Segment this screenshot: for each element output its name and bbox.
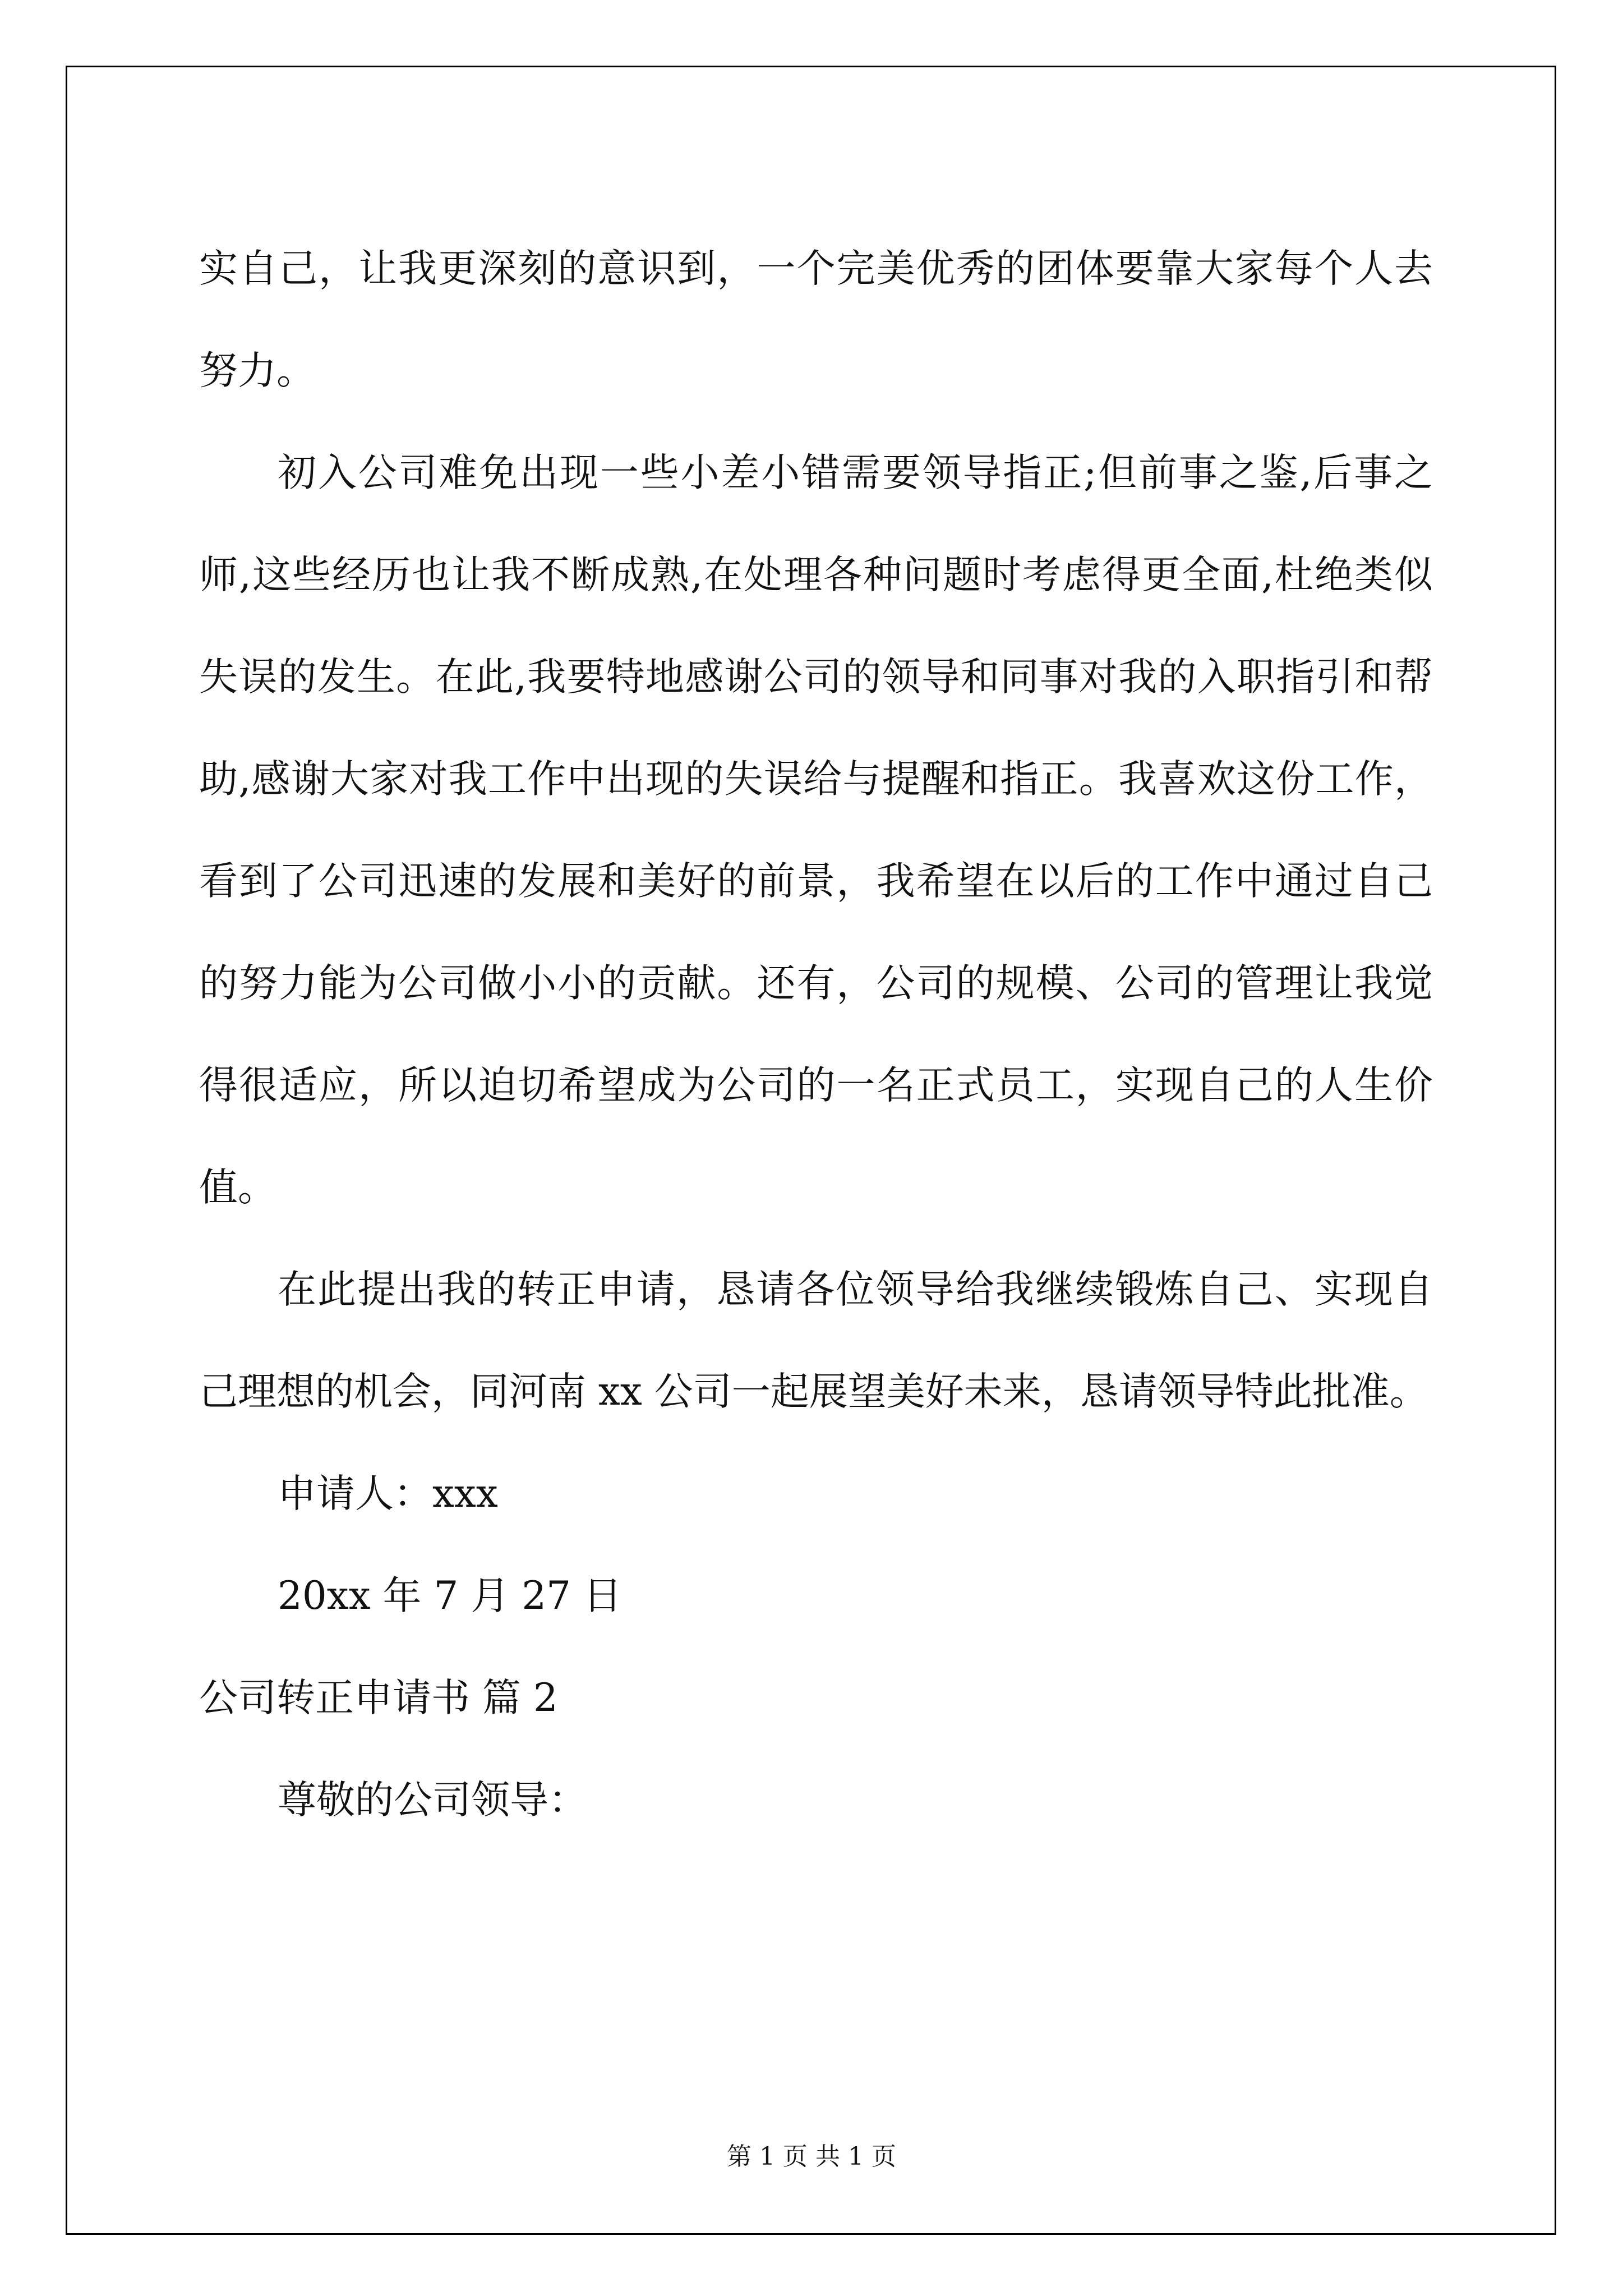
document-body	[199, 218, 1433, 1851]
salutation: 尊敬的公司领导：	[278, 1778, 587, 1823]
applicant-line: 申请人：xxx	[278, 1471, 498, 1516]
section-heading: 公司转正申请书 篇 2	[199, 1676, 558, 1720]
paragraph-request: 在此提出我的转正申请，恳请各位领导给我继续锻炼自己、实现自己理想的机会，同河南 xx 公司一起展望美好未来，恳请领导特此批准。	[199, 1267, 1433, 1414]
page-footer: 第 1 页 共 1 页	[727, 2142, 896, 2171]
paragraph-reflection: 初入公司难免出现一些小差小错需要领导指正;但前事之鉴,后事之师,这些经历也让我不断成熟,在处理各种问题时考虑得更全面,杜绝类似失误的发生。在此,我要特地感谢公司的领导和同事对我的入职指引和帮助,感谢大家对我工作中出现的失误给与提醒和指正。我喜欢这份工作，看到了公司迅速的发展和美好的前景，我希望在以后的工作中通过自己的努力能为公司做小小的贡献。还有，公司的规模、公司的管理让我觉得很适应，所以迫切希望成为公司的一名正式员工，实现自己的人生价值。	[199, 450, 1433, 1210]
date-line: 20xx 年 7 月 27 日	[278, 1573, 622, 1618]
paragraph-continuation: 实自己，让我更深刻的意识到，一个完美优秀的团体要靠大家每个人去努力。	[199, 246, 1433, 393]
